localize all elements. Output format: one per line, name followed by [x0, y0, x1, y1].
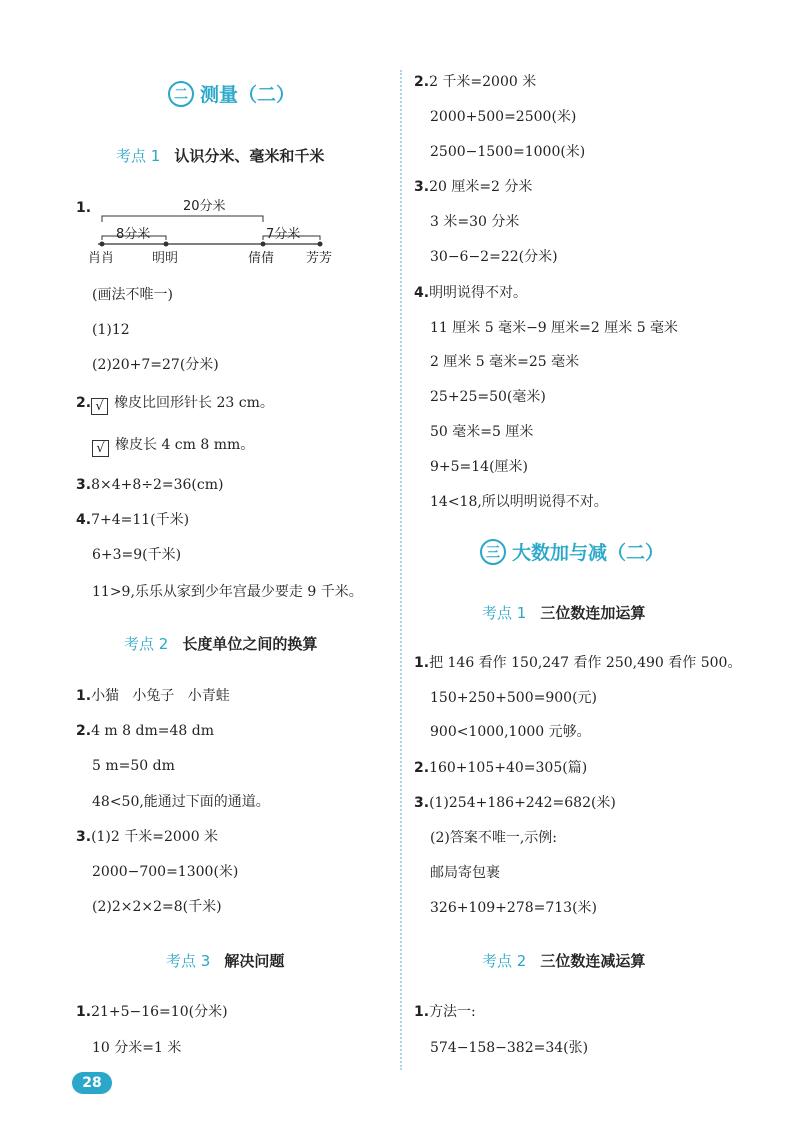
- kaodian-label: 考点 1: [482, 604, 527, 622]
- answer-line: 900<1000,1000 元够。: [430, 724, 591, 740]
- answer-line: 邮局寄包裹: [430, 865, 500, 881]
- kaodian-heading: [124, 633, 317, 654]
- answer-line: (2)20+7=27(分米): [92, 357, 219, 373]
- answer-line: [76, 1002, 228, 1022]
- answer-line: [414, 72, 536, 92]
- section-badge: 二: [168, 81, 194, 107]
- kaodian-title: 长度单位之间的换算: [182, 635, 318, 653]
- answer-line: [414, 1002, 476, 1022]
- question-number: 2.: [414, 760, 430, 776]
- page-number: 28: [72, 1072, 112, 1094]
- kaodian-title: 三位数连减运算: [540, 952, 646, 970]
- question-number: 3.: [414, 795, 430, 811]
- point-marker: [318, 242, 323, 247]
- answer-text: 160+105+40=305(篇): [429, 760, 588, 776]
- distance-diagram: [80, 192, 370, 270]
- answer-text: 方法一:: [429, 1004, 476, 1020]
- answer-line: 11 厘米 5 毫米−9 厘米=2 厘米 5 毫米: [430, 320, 679, 336]
- question-number: 4.: [414, 285, 430, 301]
- answer-text: 橡皮比回形针长 23 cm。: [114, 395, 274, 411]
- point-name: 肖肖: [88, 251, 115, 266]
- answer-text: 橡皮长 4 cm 8 mm。: [115, 437, 255, 453]
- answer-line: 30−6−2=22(分米): [430, 249, 558, 265]
- answer-line: 2500−1500=1000(米): [430, 144, 586, 160]
- answer-line: [76, 475, 223, 495]
- answer-text: (1)254+186+242=682(米): [429, 795, 616, 811]
- section-title-big-numbers: [480, 538, 664, 565]
- answer-line: 25+25=50(毫米): [430, 389, 546, 405]
- kaodian-heading: [482, 602, 645, 623]
- answer-line: 150+250+500=900(元): [430, 690, 598, 706]
- kaodian-heading: [116, 145, 324, 166]
- answer-line: [414, 177, 532, 197]
- kaodian-heading: [482, 950, 645, 971]
- answer-line: [76, 827, 218, 847]
- point-name: 芳芳: [306, 251, 333, 266]
- answer-line: (2)答案不唯一,示例:: [430, 830, 557, 846]
- section-title-text: 大数加与减（二）: [512, 542, 665, 564]
- answer-line: 2000+500=2500(米): [430, 109, 577, 125]
- diagram-seg1-label: 8分米: [116, 227, 151, 242]
- question-number: 1.: [414, 1004, 430, 1020]
- top-brace: [102, 216, 263, 222]
- question-number: 1.: [76, 1004, 92, 1020]
- answer-line: (2)2×2×2=8(千米): [92, 899, 222, 915]
- question-number: 4.: [76, 512, 92, 528]
- answer-note: (画法不唯一): [92, 287, 173, 303]
- question-number: 3.: [76, 829, 92, 845]
- answer-text: 明明说得不对。: [429, 285, 528, 301]
- point-marker: [100, 242, 105, 247]
- diagram-seg2-label: 7分米: [266, 227, 301, 242]
- answer-line: 3 米=30 分米: [430, 214, 520, 230]
- answer-text: 2 千米=2000 米: [429, 74, 537, 90]
- answer-line: 5 m=50 dm: [92, 758, 175, 774]
- answer-text: 7+4=11(千米): [91, 512, 190, 528]
- answer-line: [92, 435, 254, 457]
- answer-text: 小猫 小兔子 小青蛙: [91, 688, 230, 704]
- question-number: 1.: [76, 200, 92, 216]
- question-number: 3.: [76, 477, 92, 493]
- kaodian-heading: [166, 950, 284, 971]
- kaodian-label: 考点 1: [116, 147, 161, 165]
- answer-line: [76, 686, 230, 706]
- answer-line: 9+5=14(厘米): [430, 459, 529, 475]
- checkmark-icon: √: [91, 398, 108, 415]
- answer-line: [414, 653, 741, 673]
- answer-line: 50 毫米=5 厘米: [430, 424, 534, 440]
- question-number: 2.: [414, 74, 430, 90]
- answer-line: 11>9,乐乐从家到少年宫最少要走 9 千米。: [92, 584, 363, 600]
- answer-line: (1)12: [92, 322, 130, 338]
- point-name: 倩倩: [248, 251, 275, 266]
- kaodian-label: 考点 2: [482, 952, 527, 970]
- answer-line: [414, 758, 587, 778]
- answer-line: [414, 283, 527, 303]
- point-name: 明明: [152, 251, 179, 266]
- answer-text: (1)2 千米=2000 米: [91, 829, 219, 845]
- answer-line: [414, 793, 616, 813]
- section-badge: 三: [480, 539, 506, 565]
- answer-line: 326+109+278=713(米): [430, 900, 598, 916]
- kaodian-title: 三位数连加运算: [540, 604, 646, 622]
- answer-line: 10 分米=1 米: [92, 1040, 182, 1056]
- answer-line: 14<18,所以明明说得不对。: [430, 494, 608, 510]
- answer-line: 48<50,能通过下面的通道。: [92, 794, 270, 810]
- column-divider: [400, 70, 402, 1070]
- answer-line: 2000−700=1300(米): [92, 864, 239, 880]
- question-number: 1.: [414, 655, 430, 671]
- answer-text: 8×4+8÷2=36(cm): [91, 477, 224, 493]
- answer-text: 20 厘米=2 分米: [429, 179, 533, 195]
- question-number: 1.: [76, 688, 92, 704]
- kaodian-title: 解决问题: [224, 952, 285, 970]
- question-number: 2.: [76, 395, 92, 411]
- point-marker: [261, 242, 266, 247]
- question-number: 3.: [414, 179, 430, 195]
- kaodian-title: 认识分米、毫米和千米: [174, 147, 325, 165]
- answer-line: [76, 721, 214, 741]
- answer-text: 4 m 8 dm=48 dm: [91, 723, 214, 739]
- diagram-top-label: 20分米: [183, 199, 226, 214]
- section-title-text: 测量（二）: [200, 84, 296, 106]
- kaodian-label: 考点 2: [124, 635, 169, 653]
- answer-line: 6+3=9(千米): [92, 547, 182, 563]
- point-marker: [164, 242, 169, 247]
- kaodian-label: 考点 3: [166, 952, 211, 970]
- answer-text: 21+5−16=10(分米): [91, 1004, 228, 1020]
- question-number: 2.: [76, 723, 92, 739]
- answer-line: 2 厘米 5 毫米=25 毫米: [430, 354, 580, 370]
- answer-line: [76, 510, 189, 530]
- answer-line: [76, 393, 274, 415]
- section-title-measure: [168, 80, 295, 107]
- answer-line: 574−158−382=34(张): [430, 1040, 589, 1056]
- checkmark-icon: √: [92, 440, 109, 457]
- answer-text: 把 146 看作 150,247 看作 250,490 看作 500。: [429, 655, 742, 671]
